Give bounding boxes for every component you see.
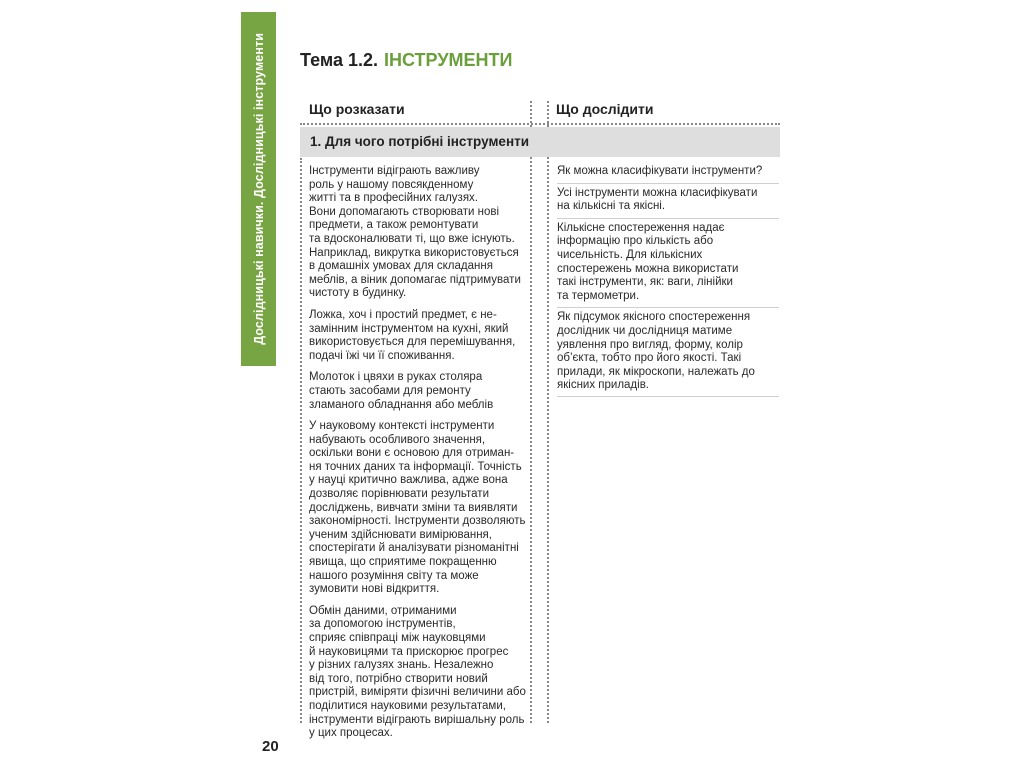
text-line: та термометри.: [557, 289, 640, 302]
text-line: нашого розуміння світу та може: [309, 569, 479, 582]
text-line: уявлення про вигляд, форму, колір: [557, 338, 743, 351]
side-tab: [241, 12, 276, 366]
topic-name: ІНСТРУМЕНТИ: [384, 50, 513, 70]
text-line: ня точних даних та інформації. Точність: [309, 460, 522, 473]
column-divider-left: [530, 101, 532, 723]
text-line: закономірності. Інструменти дозволяють: [309, 515, 526, 528]
left-column-header: Що розказати: [309, 101, 405, 117]
text-line: чистоту в будинку.: [309, 287, 407, 300]
paragraph: [309, 605, 527, 741]
text-line: Наприклад, викрутка використовується: [309, 246, 519, 259]
text-line: й науковицями та прискорює прогрес: [309, 645, 509, 658]
text-line: зламаного обладнання або меблів: [309, 398, 494, 411]
text-line: оскільки вони є основою для отриман-: [309, 447, 515, 460]
text-line: зумовити нові відкриття.: [309, 583, 440, 596]
text-line: використовується для перемішування,: [309, 336, 516, 349]
text-line: Молоток і цвяхи в руках столяра: [309, 371, 483, 384]
text-line: прилади, як мікроскопи, належать до: [557, 365, 755, 378]
text-line: У науковому контексті інструменти: [309, 420, 495, 433]
side-tab-text: Дослідницькі навички. Дослідницькі інструменти: [251, 33, 266, 345]
text-line: подачі їжі чи її споживання.: [309, 349, 455, 362]
header-dotted-divider: [300, 123, 780, 125]
page-number: 20: [262, 738, 279, 755]
text-line: Обмін даними, отриманими: [309, 604, 457, 617]
text-line: Як підсумок якісного спостереження: [557, 311, 751, 324]
paragraph: [309, 309, 527, 363]
text-line: за допомогою інструментів,: [309, 618, 456, 631]
right-column-text: [557, 165, 772, 401]
text-line: якісних приладів.: [557, 379, 650, 392]
paragraph-separator: [557, 307, 779, 308]
text-line: стають засобами для ремонту: [309, 384, 471, 397]
text-line: у різних галузях знань. Незалежно: [309, 659, 494, 672]
column-divider-right: [547, 101, 549, 723]
text-line: інформацію про кількість або: [557, 235, 714, 248]
text-line: чисельність. Для кількісних: [557, 248, 703, 261]
paragraph-separator: [557, 183, 779, 184]
text-line: дослідник чи дослідниця матиме: [557, 324, 733, 337]
text-line: на кількісні та якісні.: [557, 200, 666, 213]
section-title: 1. Для чого потрібні інструменти: [310, 134, 530, 149]
paragraph: [309, 371, 527, 412]
text-line: ученим здійснювати вимірювання,: [309, 528, 492, 541]
text-line: житті та в професійних галузях.: [309, 192, 479, 205]
left-column-text: [309, 165, 527, 749]
text-line: та вдосконалювати ті, що вже існують.: [309, 232, 515, 245]
paragraph: [557, 222, 772, 304]
text-line: явища, що сприятиме покращенню: [309, 556, 497, 569]
text-line: досліджень, вивчати зміни та виявляти: [309, 501, 518, 514]
text-line: Інструменти відіграють важливу: [309, 165, 480, 177]
paragraph-separator: [557, 218, 779, 219]
text-line: пристрій, виміряти фізичні величини або: [309, 686, 526, 699]
paragraph: [309, 165, 527, 301]
text-line: предмети, а також ремонтувати: [309, 219, 479, 232]
text-line: Усі інструменти можна класифікувати: [557, 186, 758, 199]
left-edge-divider: [300, 158, 302, 723]
text-line: набувають особливого значення,: [309, 433, 486, 446]
text-line: меблів, а віник допомагає підтримувати: [309, 273, 521, 286]
text-line: такі інструменти, як: ваги, лінійки: [557, 276, 733, 289]
section-header: [300, 127, 780, 157]
text-line: від того, потрібно створити новий: [309, 672, 488, 685]
text-line: інструменти відіграють вирішальну роль: [309, 713, 525, 726]
text-line: Ложка, хоч і простий предмет, є не-: [309, 308, 497, 321]
text-line: спостережень можна використати: [557, 262, 739, 275]
text-line: поділитися науковими результатами,: [309, 699, 506, 712]
text-line: дозволяє порівнювати результати: [309, 488, 489, 501]
topic-title: [300, 50, 512, 71]
text-line: у науці критично важлива, адже вона: [309, 474, 508, 487]
text-line: сприяє співпраці між науковцями: [309, 632, 486, 644]
topic-prefix: Тема 1.2.: [300, 50, 378, 70]
text-line: Вони допомагають створювати нові: [309, 205, 500, 218]
text-line: Як можна класифікувати інструменти?: [557, 165, 763, 177]
text-line: об’єкта, тобто про його якості. Такі: [557, 352, 742, 365]
paragraph-separator: [557, 396, 779, 397]
text-line: в домашніх умовах для складання: [309, 260, 493, 273]
paragraph: [557, 311, 772, 393]
paragraph: [309, 420, 527, 597]
text-line: спостерігати й аналізувати різноманітні: [309, 542, 519, 555]
paragraph: [557, 187, 772, 214]
text-line: у цих процесах.: [309, 727, 393, 740]
right-column-header: Що дослідити: [556, 101, 654, 117]
text-line: замінним інструментом на кухні, який: [309, 322, 509, 335]
text-line: роль у нашому повсякденному: [309, 178, 474, 191]
text-line: Кількісне спостереження надає: [557, 221, 725, 234]
paragraph: [557, 165, 772, 179]
